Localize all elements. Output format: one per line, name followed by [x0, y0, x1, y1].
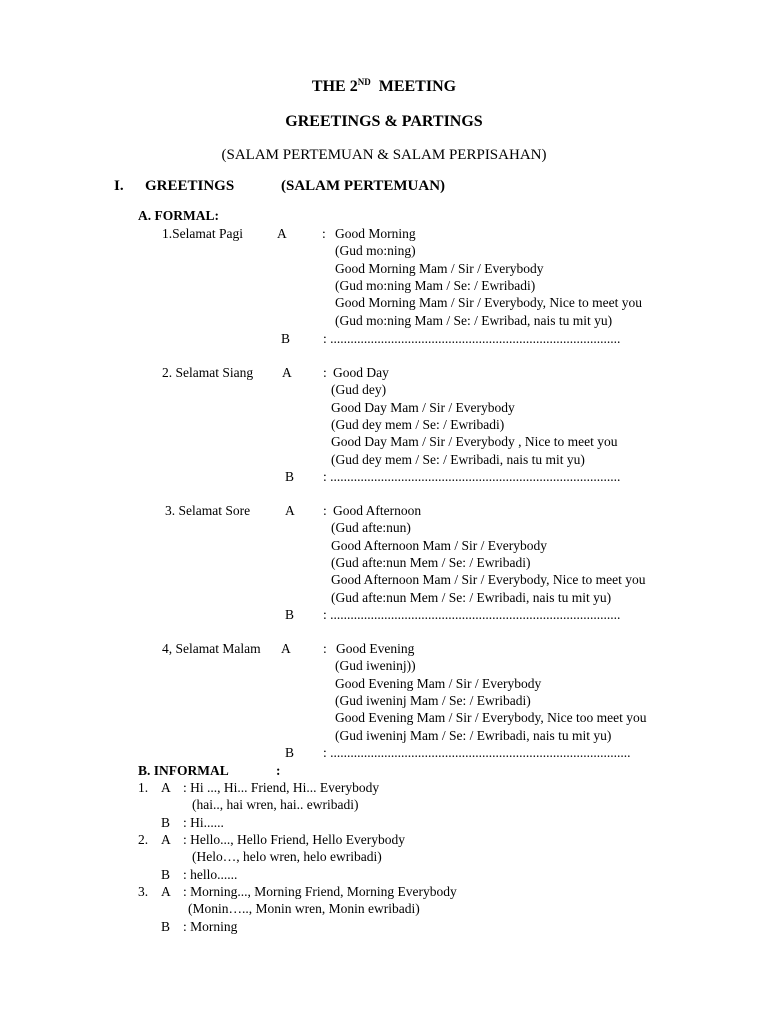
speaker-a-label: A: [285, 503, 295, 518]
greeting-line: Good Afternoon Mam / Sir / Everybody, Nice to meet you: [331, 572, 646, 587]
formal-item-label: 2. Selamat Siang: [162, 365, 254, 380]
speaker-b-label: B: [285, 745, 295, 760]
informal-item-number: 3.: [138, 884, 149, 899]
informal-pronunciation: (hai.., hai wren, hai.. ewribadi): [192, 797, 359, 812]
greeting-line: Good Day Mam / Sir / Everybody , Nice to meet you: [331, 434, 618, 449]
greeting-line: (Gud afte:nun Mem / Se: / Ewribadi, nais tu mit yu): [331, 590, 612, 605]
greeting-line: (Gud afte:nun Mem / Se: / Ewribadi): [331, 555, 531, 570]
speaker-b-label: B: [285, 607, 295, 622]
formal-heading: A. FORMAL:: [138, 208, 219, 223]
speaker-b-label: B: [161, 919, 171, 934]
greeting-line: (Gud iweninj Mam / Se: / Ewribadi): [335, 693, 531, 708]
greeting-line: Good Evening Mam / Sir / Everybody, Nice too meet you: [335, 710, 647, 725]
speaker-b-response-blank: : .........................................................................................: [323, 745, 631, 760]
section-number: I.: [114, 178, 124, 194]
greeting-line: (Gud mo:ning): [335, 243, 416, 258]
informal-greeting: : Hello..., Hello Friend, Hello Everybody: [183, 832, 405, 847]
greeting-line: Good Morning Mam / Sir / Everybody, Nice to meet you: [335, 295, 642, 310]
informal-heading: B. INFORMAL: [138, 763, 229, 778]
greeting-line: Good Evening Mam / Sir / Everybody: [335, 676, 542, 691]
informal-item-number: 1.: [138, 780, 149, 795]
speaker-a-label: A: [282, 365, 292, 380]
speaker-a-label: A: [277, 226, 287, 241]
informal-pronunciation: (Helo…, helo wren, helo ewribadi): [192, 849, 382, 864]
informal-pronunciation: (Monin….., Monin wren, Monin ewribadi): [188, 901, 420, 916]
informal-item-number: 2.: [138, 832, 149, 847]
informal-greeting: : Hi ..., Hi... Friend, Hi... Everybody: [183, 780, 380, 795]
greeting-line: (Gud afte:nun): [331, 520, 411, 535]
speaker-a-label: A: [161, 832, 171, 847]
greeting-line: Good Day: [333, 365, 389, 380]
speaker-b-label: B: [285, 469, 295, 484]
greeting-line: Good Morning Mam / Sir / Everybody: [335, 261, 544, 276]
speaker-a-label: A: [281, 641, 291, 656]
formal-item-label: 4, Selamat Malam: [162, 641, 261, 656]
title-superscript: ND: [357, 77, 371, 87]
informal-response: : Morning: [183, 919, 238, 934]
page-subtitle: GREETINGS & PARTINGS: [285, 113, 483, 130]
page-title: THE 2ND MEETING: [311, 77, 457, 95]
greeting-line: (Gud mo:ning Mam / Se: / Ewribad, nais tu mit yu): [335, 313, 613, 328]
greeting-line: Good Evening: [336, 641, 415, 656]
speaker-a-colon: :: [323, 365, 327, 380]
speaker-b-response-blank: : ......................................................................................: [323, 469, 621, 484]
informal-heading-colon: :: [276, 763, 281, 778]
greeting-line: Good Morning: [335, 226, 416, 241]
informal-response: : Hi......: [183, 815, 224, 830]
speaker-a-label: A: [161, 780, 171, 795]
greeting-line: (Gud mo:ning Mam / Se: / Ewribadi): [335, 278, 536, 293]
speaker-b-response-blank: : ......................................................................................: [323, 331, 621, 346]
formal-item-label: 3. Selamat Sore: [165, 503, 251, 518]
greeting-line: Good Afternoon: [333, 503, 422, 518]
speaker-a-colon: :: [322, 226, 326, 241]
informal-response: : hello......: [183, 867, 238, 882]
informal-greeting: : Morning..., Morning Friend, Morning Everybody: [183, 884, 457, 899]
speaker-b-label: B: [161, 867, 171, 882]
page-subtitle-indonesian: (SALAM PERTEMUAN & SALAM PERPISAHAN): [221, 147, 547, 163]
greeting-line: Good Afternoon Mam / Sir / Everybody: [331, 538, 547, 553]
greeting-line: (Gud dey): [331, 382, 387, 397]
speaker-b-response-blank: : ......................................................................................: [323, 607, 621, 622]
speaker-b-label: B: [161, 815, 171, 830]
greeting-line: (Gud iweninj Mam / Se: / Ewribadi, nais tu mit yu): [335, 728, 612, 743]
greeting-line: Good Day Mam / Sir / Everybody: [331, 400, 515, 415]
formal-item-label: 1.Selamat Pagi: [162, 226, 243, 241]
speaker-a-colon: :: [323, 503, 327, 518]
speaker-a-colon: :: [323, 641, 327, 656]
speaker-b-label: B: [281, 331, 291, 346]
greeting-line: (Gud iweninj)): [335, 658, 416, 673]
greeting-line: (Gud dey mem / Se: / Ewribadi): [331, 417, 505, 432]
greeting-line: (Gud dey mem / Se: / Ewribadi, nais tu mit yu): [331, 452, 585, 467]
section-title: GREETINGS: [145, 178, 235, 194]
speaker-a-label: A: [161, 884, 171, 899]
section-title-indonesian: (SALAM PERTEMUAN): [281, 178, 446, 194]
